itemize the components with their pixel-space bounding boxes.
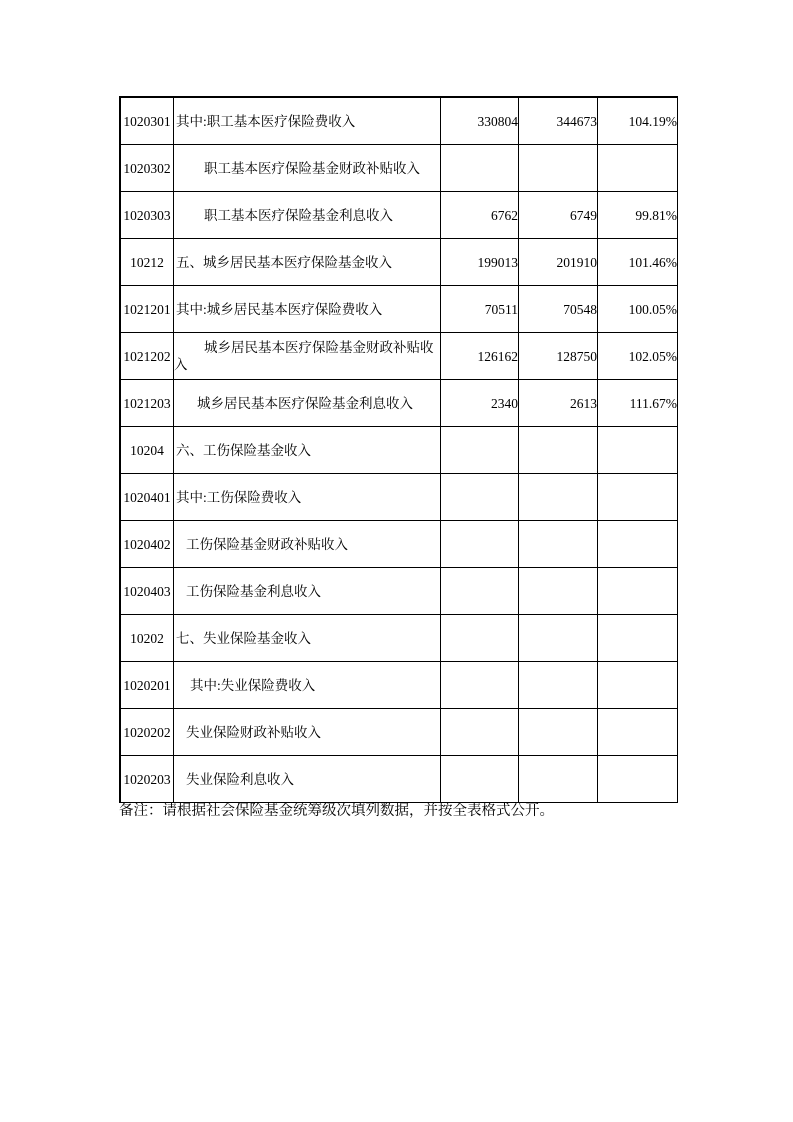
table-row [121, 333, 678, 380]
cell-code: 1021202 [121, 333, 174, 380]
cell-amount-2: 2613 [519, 380, 598, 427]
cell-item: 工伤保险基金利息收入 [174, 568, 441, 615]
cell-percent: 101.46% [598, 239, 678, 286]
cell-item: 五、城乡居民基本医疗保险基金收入 [174, 239, 441, 286]
cell-amount-2: 128750 [519, 333, 598, 380]
cell-amount-1: 70511 [441, 286, 519, 333]
cell-amount-1: 330804 [441, 98, 519, 145]
cell-code: 1020203 [121, 756, 174, 803]
table-row [121, 756, 678, 803]
cell-percent [598, 145, 678, 192]
table-row [121, 380, 678, 427]
cell-amount-2 [519, 756, 598, 803]
fund-revenue-table [119, 96, 678, 803]
cell-item: 城乡居民基本医疗保险基金财政补贴收入 [174, 333, 441, 380]
cell-code: 1020303 [121, 192, 174, 239]
table-row [121, 662, 678, 709]
cell-code: 1020302 [121, 145, 174, 192]
cell-code: 1020402 [121, 521, 174, 568]
cell-code: 1020403 [121, 568, 174, 615]
cell-item: 七、失业保险基金收入 [174, 615, 441, 662]
cell-amount-2 [519, 427, 598, 474]
cell-percent [598, 568, 678, 615]
cell-percent: 99.81% [598, 192, 678, 239]
cell-item: 城乡居民基本医疗保险基金利息收入 [174, 380, 441, 427]
cell-item: 其中:城乡居民基本医疗保险费收入 [174, 286, 441, 333]
cell-percent [598, 427, 678, 474]
cell-code: 10204 [121, 427, 174, 474]
table-row [121, 427, 678, 474]
table-row [121, 709, 678, 756]
cell-code: 10212 [121, 239, 174, 286]
cell-item: 职工基本医疗保险基金利息收入 [174, 192, 441, 239]
cell-percent: 102.05% [598, 333, 678, 380]
cell-item: 职工基本医疗保险基金财政补贴收入 [174, 145, 441, 192]
cell-percent: 104.19% [598, 98, 678, 145]
cell-code: 1020202 [121, 709, 174, 756]
cell-amount-2: 6749 [519, 192, 598, 239]
cell-code: 1020201 [121, 662, 174, 709]
table-row [121, 474, 678, 521]
cell-amount-1: 2340 [441, 380, 519, 427]
cell-percent: 100.05% [598, 286, 678, 333]
cell-code: 1021203 [121, 380, 174, 427]
cell-item: 失业保险财政补贴收入 [174, 709, 441, 756]
cell-amount-2: 201910 [519, 239, 598, 286]
cell-amount-2: 344673 [519, 98, 598, 145]
cell-amount-2: 70548 [519, 286, 598, 333]
table-row [121, 615, 678, 662]
table-row [121, 521, 678, 568]
cell-amount-1 [441, 615, 519, 662]
table-row [121, 286, 678, 333]
cell-percent [598, 615, 678, 662]
cell-amount-2 [519, 615, 598, 662]
cell-item: 六、工伤保险基金收入 [174, 427, 441, 474]
cell-code: 1020301 [121, 98, 174, 145]
cell-amount-2 [519, 145, 598, 192]
cell-amount-2 [519, 662, 598, 709]
cell-item: 其中:失业保险费收入 [174, 662, 441, 709]
cell-amount-1: 199013 [441, 239, 519, 286]
cell-amount-2 [519, 521, 598, 568]
cell-amount-1: 6762 [441, 192, 519, 239]
cell-amount-2 [519, 474, 598, 521]
table-row [121, 239, 678, 286]
cell-percent: 111.67% [598, 380, 678, 427]
cell-amount-1 [441, 568, 519, 615]
cell-item: 失业保险利息收入 [174, 756, 441, 803]
cell-code: 1021201 [121, 286, 174, 333]
cell-percent [598, 521, 678, 568]
footer-note: 备注：请根据社会保险基金统筹级次填列数据，并按全表格式公开。 [119, 803, 554, 819]
cell-item: 其中:职工基本医疗保险费收入 [174, 98, 441, 145]
cell-percent [598, 662, 678, 709]
table-row [121, 192, 678, 239]
table-row [121, 568, 678, 615]
cell-amount-1 [441, 474, 519, 521]
cell-amount-1 [441, 427, 519, 474]
cell-amount-2 [519, 709, 598, 756]
cell-amount-1 [441, 145, 519, 192]
cell-amount-1: 126162 [441, 333, 519, 380]
cell-amount-1 [441, 709, 519, 756]
cell-item: 工伤保险基金财政补贴收入 [174, 521, 441, 568]
table-row [121, 98, 678, 145]
cell-percent [598, 474, 678, 521]
cell-amount-2 [519, 568, 598, 615]
cell-amount-1 [441, 521, 519, 568]
cell-amount-1 [441, 662, 519, 709]
cell-amount-1 [441, 756, 519, 803]
cell-percent [598, 756, 678, 803]
cell-code: 10202 [121, 615, 174, 662]
cell-percent [598, 709, 678, 756]
cell-code: 1020401 [121, 474, 174, 521]
table-row [121, 145, 678, 192]
cell-item: 其中:工伤保险费收入 [174, 474, 441, 521]
